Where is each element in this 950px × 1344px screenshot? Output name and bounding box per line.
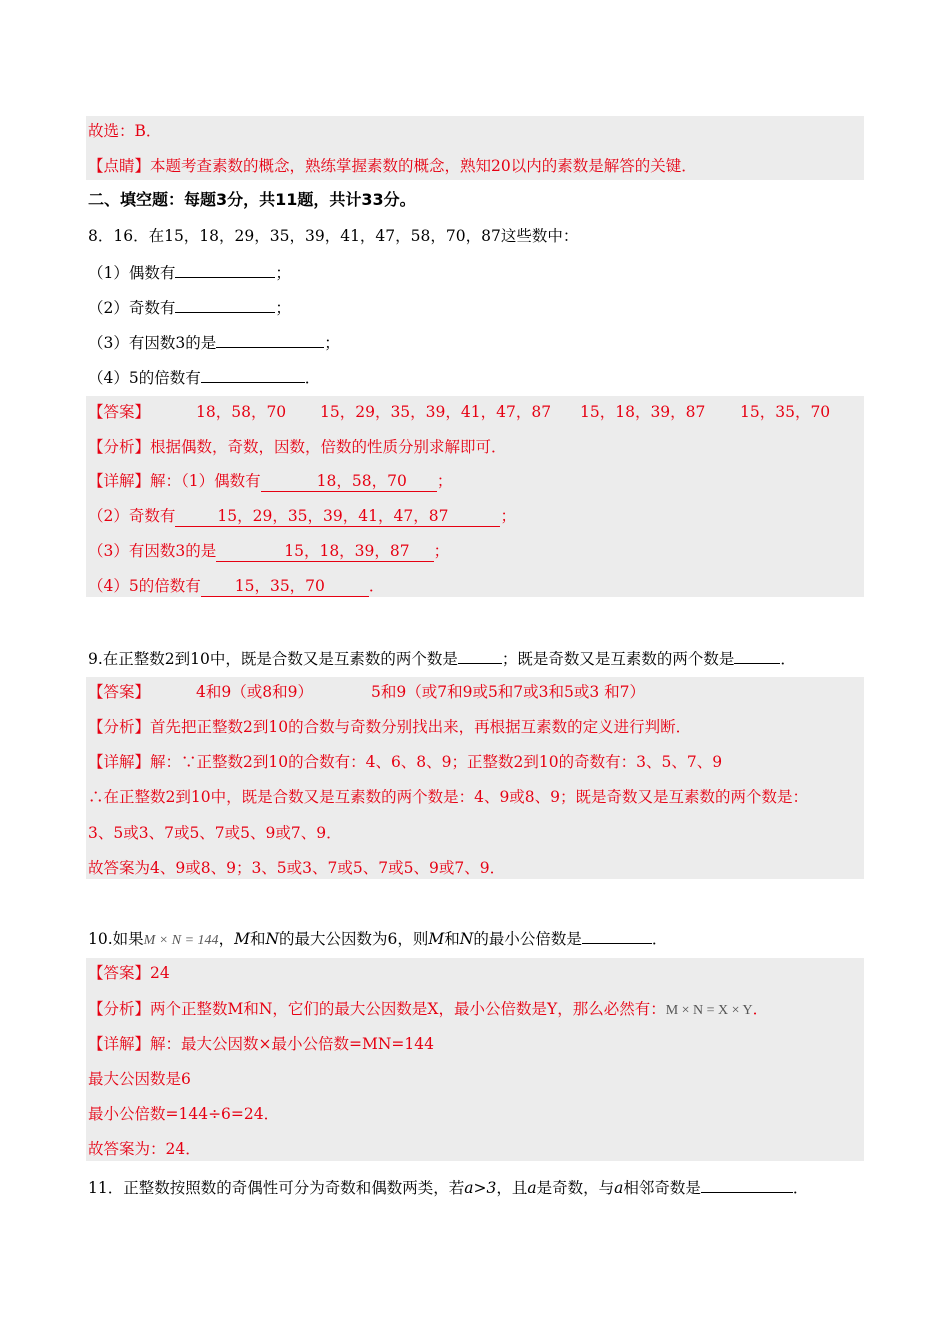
q8-detail2-label: （2）奇数有 [88, 507, 176, 525]
q8-detail4-label: （4）5的倍数有 [88, 577, 201, 595]
q10-stem-c: 的最大公因数为6，则 [279, 930, 429, 948]
q8-detail4-value: 15，35，70 [234, 577, 325, 595]
q8-detail2-value: 15，29，35，39，41，47，87 [217, 507, 449, 525]
q8-blank3 [216, 332, 324, 348]
q8-blank4 [201, 367, 305, 383]
q10-detail2: 最大公因数是6 [88, 1070, 191, 1088]
q8-detail4-answer [201, 576, 369, 597]
q9-detail1: 【详解】解：∵正整数2到10的合数有：4、6、8、9；正整数2到10的奇数有：3、5、7、9 [88, 753, 723, 771]
q10-var-n: N [265, 930, 280, 948]
q8-detail3 [88, 541, 449, 562]
q8-detail1-semi: ； [436, 472, 453, 490]
q9-detail3: 3、5或3、7或5、7或5、9或7、9． [88, 824, 342, 842]
q8-answer-2: 15，29，35，39，41，47，87 [320, 403, 552, 421]
q11-condition: a>3 [464, 1179, 497, 1197]
q8-blank2 [175, 297, 275, 313]
q9-detail4: 故答案为4、9或8、9；3、5或3、7或5、7或5、9或7、9． [88, 859, 506, 877]
q8-detail4-period: ． [368, 577, 385, 595]
q11-stem-a: 11．正整数按照数的奇偶性可分为奇数和偶数两类，若 [88, 1179, 465, 1197]
section-heading: 二、填空题：每题3分，共11题，共计33分。 [88, 190, 416, 209]
q11-stem-b: ，且 [496, 1179, 528, 1197]
q8-detail1-label: （1）偶数有 [181, 472, 261, 490]
q11-stem [88, 1177, 808, 1198]
q11-stem-c: 是奇数，与 [536, 1179, 615, 1197]
q8-part3-label: （3）有因数3的是 [88, 334, 217, 352]
q10-formula: M × N = 144 [143, 933, 219, 948]
q8-semi1: ； [275, 264, 291, 282]
q10-detail3: 最小公倍数=144÷6=24． [88, 1105, 280, 1123]
q9-answer-2: 5和9（或7和9或5和7或3和5或3 和7） [371, 683, 646, 701]
q8-detail3-answer [216, 541, 433, 562]
q10-var-n-2: N [459, 930, 474, 948]
q8-detail3-label: （3）有因数3的是 [88, 542, 217, 560]
q8-answer-1: 18，58，70 [196, 403, 287, 421]
q9-stem [88, 648, 796, 669]
solution-shade-q8 [86, 396, 864, 597]
choice-text: 故选：B． [88, 122, 162, 140]
q10-var-m: M [234, 930, 250, 948]
q11-stem-end: ． [792, 1179, 809, 1197]
q8-detail2-answer [175, 506, 500, 527]
q9-stem-end: ． [780, 650, 796, 668]
q10-stem-end: ． [651, 930, 668, 948]
q8-part2-label: （2）奇数有 [88, 299, 176, 317]
q11-stem-d: 相邻奇数是 [623, 1179, 701, 1197]
q8-detail4 [88, 576, 384, 597]
q8-answer-3: 15，18，39，87 [580, 403, 706, 421]
q11-var-a-2: a [614, 1179, 624, 1197]
q8-part4-label: （4）5的倍数有 [88, 369, 201, 387]
q10-detail1: 【详解】解：最大公因数×最小公倍数=MN=144 [88, 1035, 434, 1053]
q8-detail-prefix: 【详解】解： [88, 472, 182, 490]
q9-blank2 [734, 648, 780, 664]
q8-part2 [88, 297, 291, 318]
q10-var-m-2: M [428, 930, 445, 948]
q8-detail1 [88, 471, 452, 492]
comment-text: 【点睛】本题考查素数的概念，熟练掌握素数的概念，熟知20以内的素数是解答的关键． [88, 157, 697, 175]
q9-answer-row [88, 682, 848, 702]
q8-detail3-value: 15，18，39，87 [284, 542, 410, 560]
q11-blank [701, 1177, 793, 1193]
solution-shade-q10 [86, 958, 864, 1161]
solution-shade-q9 [86, 677, 864, 879]
q8-part1-label: （1）偶数有 [88, 264, 176, 282]
q8-blank1 [175, 262, 275, 278]
q10-and-1: 和 [249, 930, 266, 948]
q10-analysis [88, 999, 768, 1021]
q10-analysis-formula: M × N = X × Y [665, 1003, 753, 1018]
q8-semi3: ； [324, 334, 340, 352]
q8-part4 [88, 367, 320, 388]
q11-var-a: a [527, 1179, 537, 1197]
q8-semi2: ； [275, 299, 291, 317]
q10-stem-a: 10.如果 [88, 930, 144, 948]
q8-analysis: 【分析】根据偶数，奇数，因数，倍数的性质分别求解即可． [88, 438, 507, 456]
q8-part3 [88, 332, 340, 353]
q9-answer-1: 4和9（或8和9） [196, 683, 313, 701]
q9-analysis: 【分析】首先把正整数2到10的合数与奇数分别找出来，再根据互素数的定义进行判断． [88, 718, 692, 736]
q8-detail2-semi: ； [500, 507, 516, 525]
q10-analysis-end: ． [752, 1000, 769, 1018]
q10-and-2: 和 [444, 930, 460, 948]
q9-stem-b: ；既是奇数又是互素数的两个数是 [501, 650, 735, 668]
q8-detail3-semi: ； [433, 542, 450, 560]
q8-part1 [88, 262, 291, 283]
q9-answer-label: 【答案】 [88, 683, 151, 701]
q8-period: ． [304, 369, 321, 387]
q8-answer-label: 【答案】 [88, 403, 151, 421]
q10-blank [582, 928, 652, 944]
q10-detail4: 故答案为：24． [88, 1140, 201, 1158]
q8-detail2 [88, 506, 516, 527]
q8-stem: 8．16．在15，18，29，35，39，41，47，58，70，87这些数中： [88, 227, 579, 245]
q10-answer: 【答案】24 [88, 964, 170, 982]
q8-answer-4: 15，35，70 [740, 403, 831, 421]
q8-detail1-answer [261, 471, 437, 492]
q9-stem-a: 9.在正整数2到10中，既是合数又是互素数的两个数是 [88, 650, 458, 668]
q9-blank1 [458, 648, 502, 664]
q10-stem [88, 928, 667, 951]
q10-stem-d: 的最小公倍数是 [473, 930, 582, 948]
q9-detail2: ∴在正整数2到10中，既是合数又是互素数的两个数是：4、9或8、9；既是奇数又是互素数的两个数是： [88, 788, 809, 806]
q10-analysis-text: 【分析】两个正整数M和N，它们的最大公因数是X，最小公倍数是Y，那么必然有： [88, 1000, 666, 1018]
q8-answer-row [88, 402, 848, 422]
q8-detail1-value: 18，58，70 [316, 472, 407, 490]
q10-stem-b: ， [218, 930, 235, 948]
